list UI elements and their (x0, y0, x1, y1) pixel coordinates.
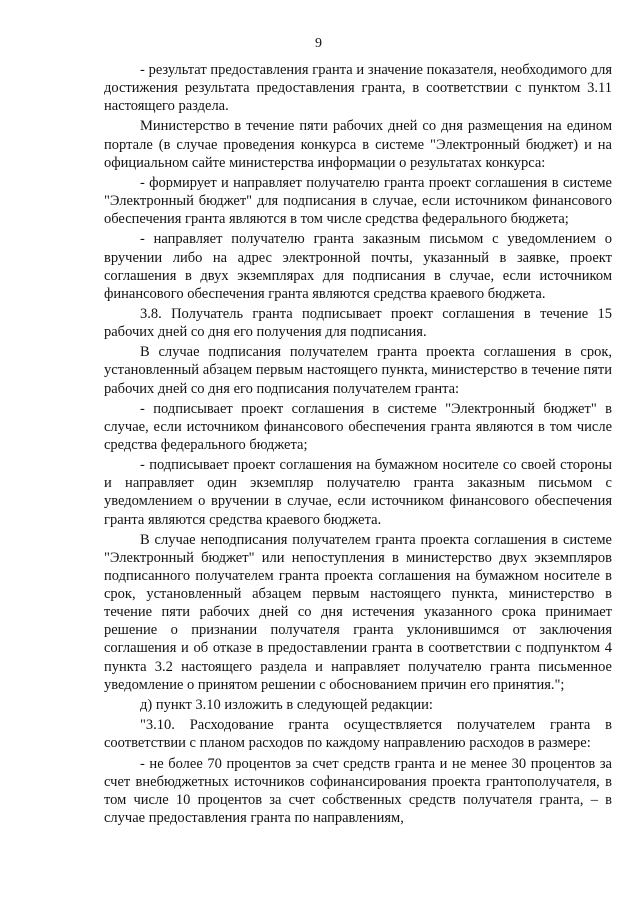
page-number: 9 (315, 36, 322, 51)
paragraph: - подписывает проект соглашения в системе "Электронный бюджет" в случае, если источником финансового обеспечения гранта являются в том числе средства федерального бюджета; (104, 400, 612, 453)
document-body (104, 61, 612, 829)
paragraph: - подписывает проект соглашения на бумажном носителе со своей стороны и направляет один экземпляр получателю гранта заказным письмом с уведомлением о вручении в случае, если источником финансового обеспечения гранта являются средства краевого бюджета. (104, 457, 612, 528)
paragraph: - направляет получателю гранта заказным письмом с уведомлением о вручении либо на адрес электронной почты, указанный в заявке, проект соглашения в двух экземплярах для подписания в случае, если источником финансового обеспечения гранта являются средства краевого бюджета. (104, 231, 612, 302)
paragraph: - результат предоставления гранта и значение показателя, необходимого для достижения результата предоставления гранта, в соответствии с пунктом 3.11 настоящего раздела. (104, 62, 612, 115)
paragraph: "3.10. Расходование гранта осуществляется получателем гранта в соответствии с планом расходов по каждому направлению расходов в размере: (104, 717, 612, 752)
paragraph: В случае подписания получателем гранта проекта соглашения в срок, установленный абзацем первым настоящего пункта, министерство в течение пяти рабочих дней со дня его подписания получателем гранта: (104, 344, 612, 397)
paragraph: В случае неподписания получателем гранта проекта соглашения в системе "Электронный бюджет" или непоступления в министерство двух экземпляров подписанного получателем гранта проекта соглашения на бумажном носителе в срок, установленный абзацем первым настоящего пункта, министерство в течение пяти рабочих дней со дня истечения указанного срока принимает решение о признании получателя гранта уклонившимся от заключения соглашения и об отказе в предоставлении гранта в соответствии с подпунктом 4 пункта 3.2 настоящего раздела и направляет получателю гранта письменное уведомление о принятом решении с обоснованием причин его принятия."; (104, 531, 612, 693)
paragraph: 3.8. Получатель гранта подписывает проект соглашения в течение 15 рабочих дней со дня его получения для подписания. (104, 305, 612, 341)
paragraph: Министерство в течение пяти рабочих дней со дня размещения на едином портале (в случае проведения конкурса в системе "Электронный бюджет) и на официальном сайте министерства информации о результатах конкурса: (104, 118, 612, 171)
paragraph: д) пункт 3.10 изложить в следующей редакции: (140, 696, 433, 713)
paragraph: - формирует и направляет получателю гранта проект соглашения в системе "Электронный бюджет" для подписания в случае, если источником финансового обеспечения гранта являются в том числе средства федерального бюджета; (104, 174, 612, 228)
paragraph: - не более 70 процентов за счет средств гранта и не менее 30 процентов за счет внебюджетных источников софинансирования проекта грантополучателя, в том числе 10 процентов за счет собственных средств получателя гранта, – в случае предоставления гранта по направлениям, (104, 755, 612, 826)
